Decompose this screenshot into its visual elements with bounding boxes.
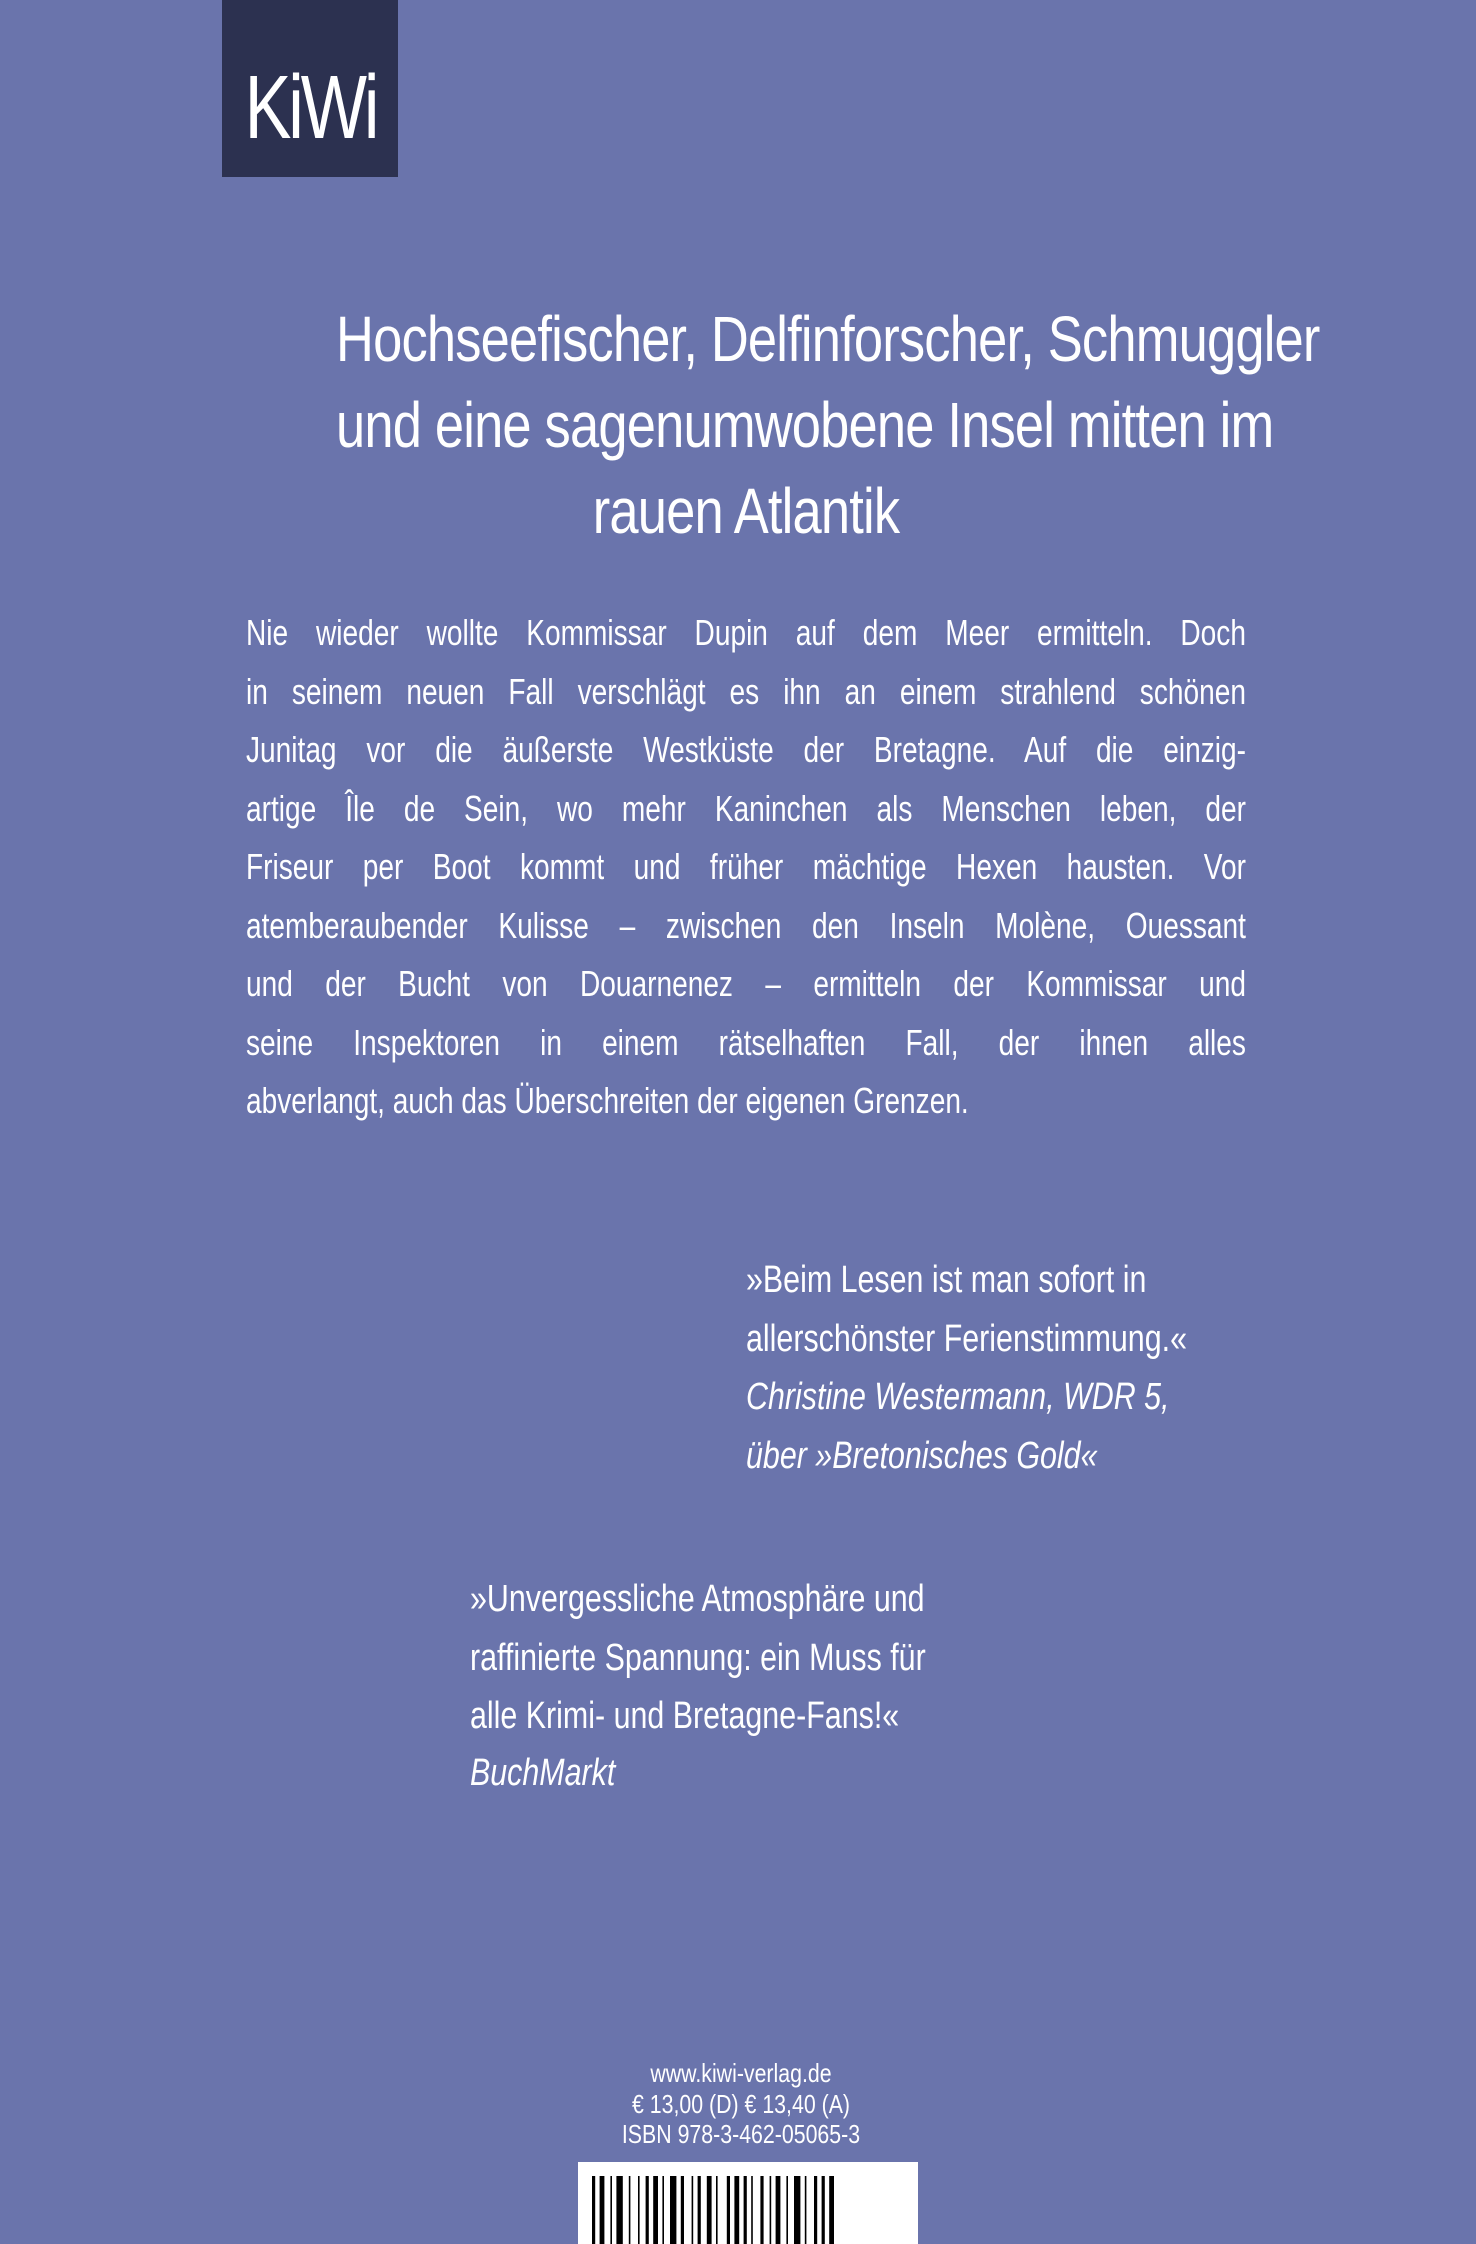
blurb-line: artige Île de Sein, wo mehr Kaninchen als Menschen leben, der: [246, 787, 1246, 829]
barcode-bar: [744, 2176, 747, 2244]
headline: [246, 296, 1320, 554]
barcode-bar: [829, 2176, 834, 2244]
barcode-bar: [610, 2176, 612, 2244]
blurb-line: Junitag vor die äußerste Westküste der Bretagne. Auf die einzig-: [246, 729, 1246, 770]
isbn: ISBN 978-3-462-05065-3: [621, 2119, 861, 2149]
barcode: [578, 2162, 918, 2244]
price-info: € 13,00 (D) € 13,40 (A): [631, 2088, 851, 2119]
barcode-bar: [786, 2176, 788, 2244]
barcode-bar: [727, 2176, 730, 2244]
barcode-bar: [616, 2176, 622, 2244]
blurb-line: in seinem neuen Fall verschlägt es ihn an einem strahlend schönen: [246, 670, 1246, 712]
barcode-bar: [646, 2176, 649, 2244]
barcode-bar: [805, 2176, 807, 2244]
publisher-logo: [222, 0, 398, 177]
publisher-logo-text: KiWi: [244, 58, 376, 158]
blurb-line: Friseur per Boot kommt und früher mächtige Hexen hausten. Vor: [246, 846, 1246, 887]
barcode-bar: [770, 2176, 772, 2244]
barcode-bar: [698, 2176, 701, 2244]
barcode-bar: [629, 2176, 631, 2244]
barcode-bar: [592, 2176, 595, 2244]
blurb-line: und der Bucht von Douarnenez – ermitteln der Kommissar und: [246, 963, 1246, 1004]
barcode-icon: [578, 2162, 918, 2244]
quote-source: BuchMarkt: [470, 1751, 616, 1794]
barcode-bar: [600, 2176, 605, 2244]
barcode-bar: [751, 2176, 753, 2244]
barcode-bar: [776, 2176, 781, 2244]
barcode-bar: [670, 2176, 676, 2244]
barcode-bar: [707, 2176, 712, 2244]
barcode-bar: [760, 2176, 763, 2244]
barcode-bar: [692, 2176, 694, 2244]
headline-line: rauen Atlantik: [592, 475, 900, 547]
blurb-line: abverlangt, auch das Überschreiten der eigenen Grenzen.: [246, 1080, 969, 1121]
barcode-bar: [794, 2176, 800, 2244]
quote-line: raffinierte Spannung: ein Muss für: [470, 1636, 926, 1679]
quote-line: »Unvergessliche Atmosphäre und: [470, 1578, 925, 1620]
quote-line: alle Krimi- und Bretagne-Fans!«: [470, 1695, 900, 1737]
barcode-bar: [716, 2176, 718, 2244]
quote-source: über »Bretonisches Gold«: [746, 1434, 1098, 1477]
headline-line: und eine sagenumwobene Insel mitten im: [336, 389, 1274, 461]
barcode-bar: [814, 2176, 817, 2244]
blurb-line: seine Inspektoren in einem rätselhaften Fall, der ihnen alles: [246, 1021, 1246, 1063]
review-quote-2: [470, 1570, 1040, 1802]
barcode-bar: [822, 2176, 825, 2244]
barcode-bar: [734, 2176, 739, 2244]
barcode-bar: [638, 2176, 640, 2244]
barcode-bar: [681, 2176, 684, 2244]
barcode-bar: [653, 2176, 658, 2244]
barcode-bar: [662, 2176, 664, 2244]
website-link[interactable]: www.kiwi-verlag.de: [650, 2058, 832, 2088]
headline-line: Hochseefischer, Delfinforscher, Schmuggler: [336, 303, 1320, 375]
quote-line: allerschönster Ferienstimmung.«: [746, 1317, 1187, 1360]
blurb-line: Nie wieder wollte Kommissar Dupin auf dem Meer ermitteln. Doch: [246, 612, 1246, 653]
imprint: [576, 2058, 906, 2150]
blurb-line: atemberaubender Kulisse – zwischen den Inseln Molène, Ouessant: [246, 904, 1246, 946]
review-quote-1: [746, 1251, 1297, 1485]
quote-source: Christine Westermann, WDR 5,: [746, 1376, 1170, 1418]
blurb-text: [246, 604, 1246, 1131]
quote-line: »Beim Lesen ist man sofort in: [746, 1259, 1147, 1301]
